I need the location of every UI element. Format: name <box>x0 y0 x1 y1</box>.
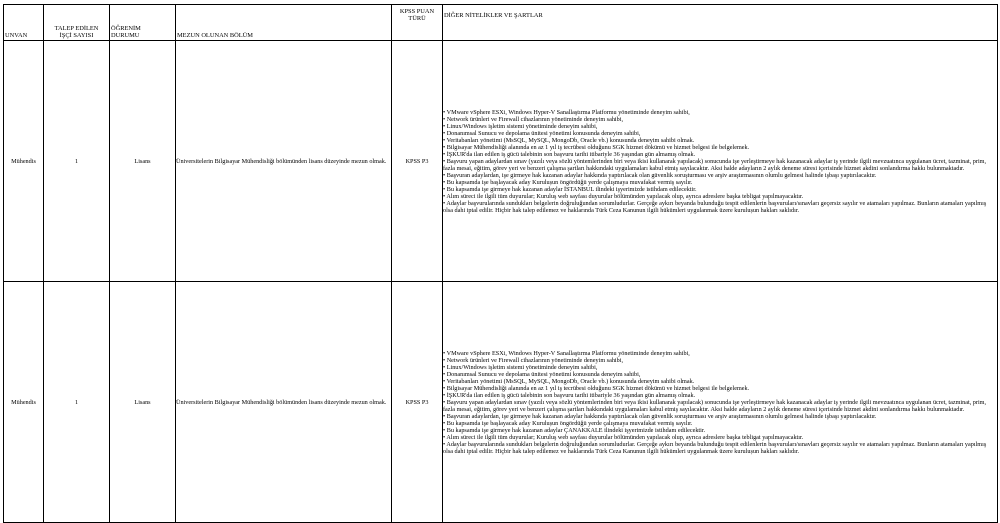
list-item: • Linux/Windows işletim sistemi yönetiminde deneyim sahibi, <box>443 364 997 371</box>
cell-isci-sayisi: 1 <box>44 282 110 523</box>
header-diger-nitelikler: DİĞER NİTELİKLER VE ŞARTLAR <box>443 5 998 41</box>
list-item: • İŞKUR'da ilan edilen iş gücü talebinin son başvuru tarihi itibariyle 36 yaşından gün almamış olmak. <box>443 392 997 399</box>
cell-mezun-bolum: Üniversitelerin Bilgisayar Mühendisliği bölümünden lisans düzeyinde mezun olmak. <box>176 282 392 523</box>
list-item: • Linux/Windows işletim sistemi yönetiminde deneyim sahibi, <box>443 123 997 130</box>
cell-ogrenim-durumu: Lisans <box>110 41 176 282</box>
list-item: • İŞKUR'da ilan edilen iş gücü talebinin son başvuru tarihi itibariyle 36 yaşından gün almamış olmak. <box>443 151 997 158</box>
cell-diger-nitelikler <box>443 41 998 282</box>
job-listing-table <box>3 4 998 523</box>
list-item: • Network ürünleri ve Firewall cihazlarının yönetiminde deneyim sahibi, <box>443 116 997 123</box>
list-item: • Veritabanları yönetimi (MsSQL, MySQL, MongoDb, Oracle vb.) konusunda deneyim sahibi olmak. <box>443 378 997 385</box>
table-header-row <box>4 5 998 41</box>
cell-diger-nitelikler <box>443 282 998 523</box>
list-item: • Donanımsal Sunucu ve depolama ünitesi yönetimi konusunda deneyim sahibi, <box>443 371 997 378</box>
list-item: • Bu kapsamda işe başlayacak aday Kurulușun öngördüğü yerde çalışmaya muvafakat vermiş sayılır. <box>443 420 997 427</box>
header-kpss-puan-turu: KPSS PUAN TÜRÜ <box>392 5 443 41</box>
table-row <box>4 41 998 282</box>
header-mezun-olunan-bolum: MEZUN OLUNAN BÖLÜM <box>176 5 392 41</box>
cell-isci-sayisi: 1 <box>44 41 110 282</box>
list-item: • Bu kapsamda işe başlayacak aday Kurulușun öngördüğü yerde çalışmaya muvafakat vermiş sayılır. <box>443 179 997 186</box>
cell-kpss-puan-turu: KPSS P3 <box>392 282 443 523</box>
requirements-list <box>443 109 997 214</box>
list-item: • Bilgisayar Mühendisliği alanında en az 1 yıl iş tecrübesi olduğunu SGK hizmet dökümü ve hizmet belgesi ile belgelemek. <box>443 385 997 392</box>
requirements-list <box>443 350 997 455</box>
cell-kpss-puan-turu: KPSS P3 <box>392 41 443 282</box>
list-item: • Adaylar başvurularında sundukları belgelerin doğruluğundan sorumludurlar. Gerçeğe aykırı beyanda bulunduğu tespit edilenlerin başvuruları/sınavları geçersiz sayılır ve atamaları yapılmaz. Bunların atamaları yapılmış olsa dahi iptal edilir. Hiçbir hak talep edilemez ve haklarında Türk Ceza Kanunun ilgili hükümleri uygulanmak üzere kurulușun hakları saklıdır. <box>443 200 997 214</box>
cell-unvan: Mühendis <box>4 41 44 282</box>
cell-mezun-bolum: Üniversitelerin Bilgisayar Mühendisliği bölümünden lisans düzeyinde mezun olmak. <box>176 41 392 282</box>
header-unvan: UNVAN <box>4 5 44 41</box>
cell-ogrenim-durumu: Lisans <box>110 282 176 523</box>
list-item: • Donanımsal Sunucu ve depolama ünitesi yönetimi konusunda deneyim sahibi, <box>443 130 997 137</box>
list-item: • Bilgisayar Mühendisliği alanında en az 1 yıl iş tecrübesi olduğunu SGK hizmet dökümü ve hizmet belgesi ile belgelemek. <box>443 144 997 151</box>
list-item: • Bu kapsamda işe girmeye hak kazanan adaylar İSTANBUL ilindeki işyerimizde istihdam edilecektir. <box>443 186 997 193</box>
list-item: • Alım süreci ile ilgili tüm duyurular; Kuruluş web sayfası duyurular bölümünden yapılacak olup, ayrıca adreslere başka tebligat yapılmayacaktır. <box>443 434 997 441</box>
table-row <box>4 282 998 523</box>
list-item: • Başvuran adaylardan, işe girmeye hak kazanan adaylar hakkında yaptırılacak olan güvenlik soruşturması ve arşiv araştırmasının olumlu gelmesi halinde işbaşı yaptırılacaktır. <box>443 172 997 179</box>
list-item: • VMware vSphere ESXi, Windows Hyper-V Sanallaştırma Platformu yönetiminde deneyim sahibi, <box>443 350 997 357</box>
list-item: • Başvuru yapan adaylardan sınav (yazılı veya sözlü yöntemlerinden biri veya ikisi kullanarak yapılacak) sonucunda işe yerleştirmeye hak kazanacak adaylar iş yerinde ilgili mevzuatınca uygulanan ücret, tazminat, prim, fazla mesai, eğitim, görev yeri ve benzeri çalışma şartları hakkındaki uygulamaları kabul etmiş sayılacaktır. Aksi halde adayların 2 aylık deneme süresi içerisinde hizmet akdini sonlandırma hakkı bulunmaktadır. <box>443 399 997 413</box>
list-item: • Adaylar başvurularında sundukları belgelerin doğruluğundan sorumludurlar. Gerçeğe aykırı beyanda bulunduğu tespit edilenlerin başvuruları/sınavları geçersiz sayılır ve atamaları yapılmaz. Bunların atamaları yapılmış olsa dahi iptal edilir. Hiçbir hak talep edilemez ve haklarında Türk Ceza Kanunun ilgili hükümleri uygulanmak üzere kurulușun hakları saklıdır. <box>443 441 997 455</box>
list-item: • Network ürünleri ve Firewall cihazlarının yönetiminde deneyim sahibi, <box>443 357 997 364</box>
list-item: • Başvuran adaylardan, işe girmeye hak kazanan adaylar hakkında yaptırılacak olan güvenlik soruşturması ve arşiv araştırmasının olumlu gelmesi halinde işbaşı yaptırılacaktır. <box>443 413 997 420</box>
list-item: • Başvuru yapan adaylardan sınav (yazılı veya sözlü yöntemlerinden biri veya ikisi kullanarak yapılacak) sonucunda işe yerleştirmeye hak kazanacak adaylar iş yerinde ilgili mevzuatınca uygulanan ücret, tazminat, prim, fazla mesai, eğitim, görev yeri ve benzeri çalışma şartları hakkındaki uygulamaları kabul etmiş sayılacaktır. Aksi halde adayların 2 aylık deneme süresi içerisinde hizmet akdini sonlandırma hakkı bulunmaktadır. <box>443 158 997 172</box>
list-item: • Veritabanları yönetimi (MsSQL, MySQL, MongoDb, Oracle vb.) konusunda deneyim sahibi olmak. <box>443 137 997 144</box>
list-item: • VMware vSphere ESXi, Windows Hyper-V Sanallaştırma Platformu yönetiminde deneyim sahibi, <box>443 109 997 116</box>
header-talep-edilen-isci-sayisi: TALEP EDİLEN İŞÇİ SAYISI <box>44 5 110 41</box>
header-ogrenim-durumu: ÖĞRENİM DURUMU <box>110 5 176 41</box>
list-item: • Bu kapsamda işe girmeye hak kazanan adaylar ÇANAKKALE ilindeki işyerimizde istihdam edilecektir. <box>443 427 997 434</box>
list-item: • Alım süreci ile ilgili tüm duyurular; Kuruluş web sayfası duyurular bölümünden yapılacak olup, ayrıca adreslere başka tebligat yapılmayacaktır. <box>443 193 997 200</box>
cell-unvan: Mühendis <box>4 282 44 523</box>
